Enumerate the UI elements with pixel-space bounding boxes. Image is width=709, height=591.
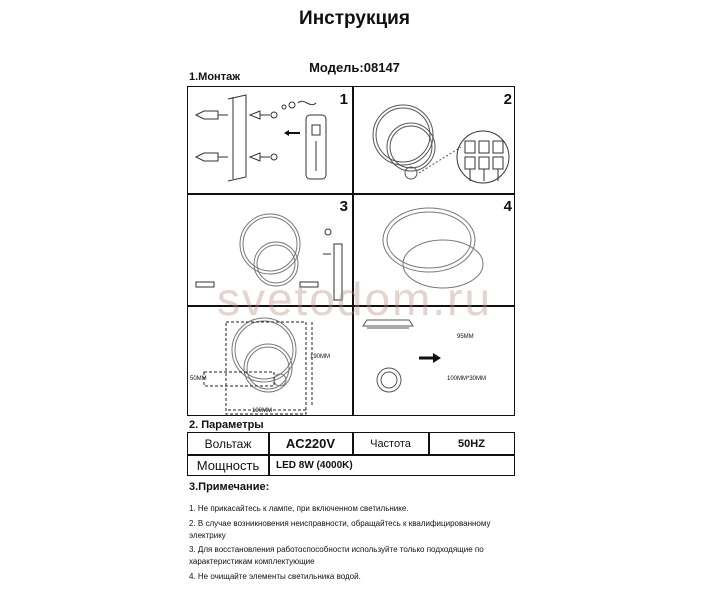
frequency-value: 50HZ	[458, 437, 485, 450]
model-number: Модель:08147	[309, 60, 400, 75]
bracket-length-dimension: 95MM	[457, 334, 474, 340]
watermark: svetodom.ru	[216, 273, 493, 325]
power-value: LED 8W (4000K)	[276, 459, 353, 471]
width-dimension: 190MM	[252, 408, 273, 414]
base-dimension: 100MM*30MM	[447, 376, 487, 382]
panel-number: 2	[503, 91, 512, 108]
height-dimension: 190MM	[310, 354, 331, 360]
panel-number: 3	[339, 198, 348, 215]
panel-2	[353, 87, 516, 193]
mounting-diagram-grid	[187, 86, 515, 416]
section-parameters-heading: 2. Параметры	[189, 419, 264, 431]
note-3: 3. Для восстановления работоспособности используйте только подходящие по	[189, 545, 484, 554]
frequency-label: Частота	[370, 437, 411, 450]
page-title: Инструкция	[299, 8, 410, 29]
panel-1	[188, 87, 352, 193]
panel-number: 1	[339, 91, 348, 108]
section-notes-heading: 3.Примечание:	[189, 481, 270, 493]
parameters-table	[187, 432, 515, 476]
section-mounting-heading: 1.Монтаж	[189, 71, 241, 83]
panel-number: 4	[503, 198, 512, 215]
note-4: 4. Не очищайте элементы светильника водой.	[189, 572, 361, 581]
wiring-connection-illustration	[353, 87, 516, 193]
table-col-divider	[268, 454, 270, 475]
voltage-label: Вольтаж	[204, 436, 252, 451]
note-3-continued: характеристикам комплектующие	[189, 557, 315, 566]
bracket-and-screws-illustration	[188, 87, 352, 193]
note-1: 1. Не прикасайтесь к лампе, при включенном светильнике.	[189, 504, 409, 513]
depth-dimension: 50MM	[190, 376, 207, 382]
power-label: Мощность	[196, 457, 260, 473]
voltage-value: AC220V	[285, 436, 336, 451]
note-2: 2. В случае возникновения неисправности, обращайтесь к квалифицированному	[189, 519, 491, 528]
note-2-continued: электрику	[189, 531, 226, 540]
